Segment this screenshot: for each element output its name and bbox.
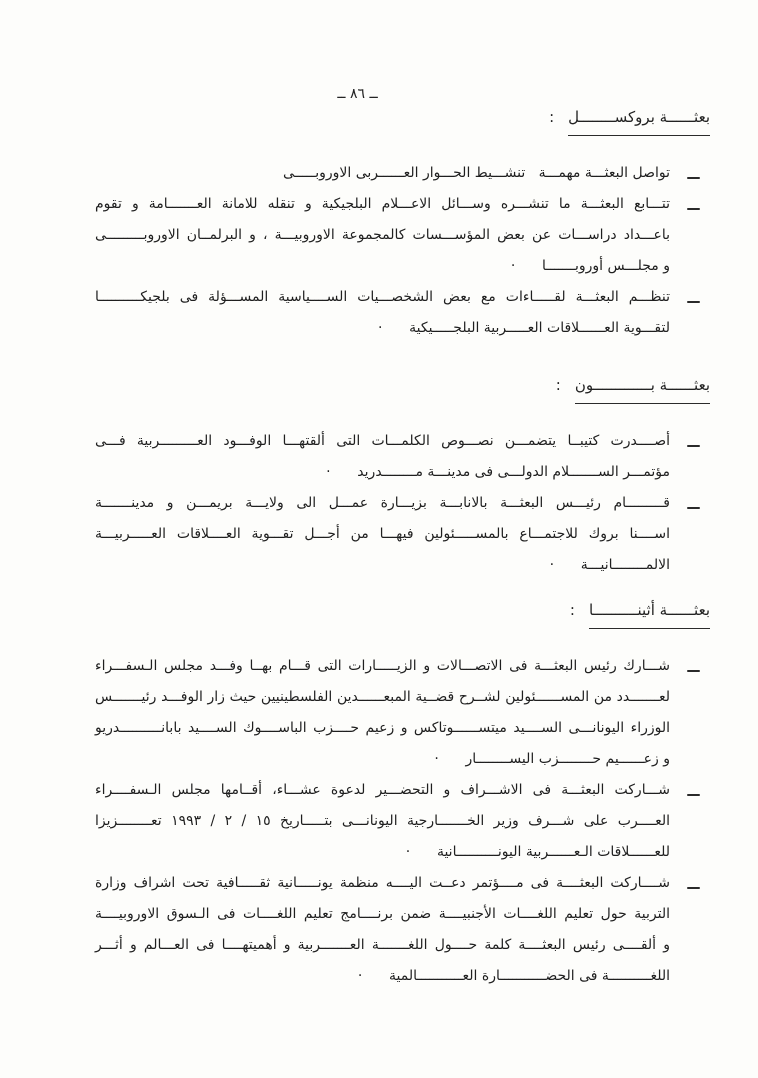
title-colon: : [569, 601, 575, 619]
dash-icon [687, 208, 700, 210]
bullet-item [95, 488, 710, 581]
text-line: مؤتمـــر الســـــــلام الدولـــى فى مدينـــة مــــــــدريد · [326, 464, 670, 480]
text-line: تواصل البعثـــة مهمـــة تنشـــيط الحـــوار العــــــربى الاوروبـــــى [283, 165, 670, 181]
bullet-text [95, 158, 670, 189]
text-line: العــــرب على شـــرف وزير الخـــــــارجية اليونانـــى بتـــــاريخ ١٥ / ٢ / ١٩٩٣ تعــــــــزيزا [95, 813, 670, 829]
text-line: التربية حول تعليم اللغــــات الأجنبيــــة ضمن برنــــامج تعليم اللغــــات فى الـسوق الاوروبيــــة [95, 906, 670, 922]
dash-icon [687, 670, 700, 672]
text-line: الالمــــــــانيـــة · [549, 557, 670, 573]
bullet-item [95, 282, 710, 344]
text-line: قـــــــــام رئيـــس البعثـــة بالانابـــة بزيـــارة عمـــل الى ولايـــة بريمـــن و مدينـــــــة [95, 495, 670, 511]
text-line: باعـــداد دراســـات عن بعض المؤســـسات كالمجموعة الاوروبيـــة ، و البرلمــان الاوروبـــــــــى [95, 227, 670, 243]
bullet-text [95, 189, 670, 282]
title-colon: : [549, 108, 555, 126]
bullet-dash [670, 775, 710, 806]
section-bonn [95, 374, 710, 581]
text-line: تتـــابع البعثـــة ما تنشـــره وســـائل الاعـــلام البلجيكية و تنقله للامانة العـــــــامة و تقوم [95, 196, 670, 212]
text-line: لتقـــوية العــــــلاقات العـــــربية البلجـــــيكية · [377, 320, 670, 336]
bullet-dash [670, 426, 710, 457]
bullet-text [95, 775, 670, 868]
text-line: تنظـــم البعثـــة لقـــــاءات مع بعض الشخصـــيات الســــياسية المســـؤلة فى بلجيكــــــــــا [95, 289, 670, 305]
text-line: لعـــــــدد من المســــــئولين لشــرح قضــية المبعــــــدين الفلسطينيين حيث زار الوفـــد رئيـــــــس [95, 689, 670, 705]
dash-icon [687, 507, 700, 509]
bullet-item [95, 189, 710, 282]
section-title: بعثــــــة بروكســــــــل [568, 106, 710, 136]
bullet-dash [670, 488, 710, 519]
bullet-text [95, 488, 670, 581]
section-brussels [95, 106, 710, 344]
text-line: شـــارك رئيس البعثـــة فى الاتصـــالات و الزيـــــارات التى قـــام بهــا وفـــد مجلس الـسفـــراء [95, 658, 670, 674]
section-title-row [95, 106, 710, 136]
page-number: ــ ٨٦ ــ [337, 86, 378, 102]
bullet-dash [670, 651, 710, 682]
section-title: بعثــــــة أثينــــــــــا [589, 599, 710, 629]
bullet-text [95, 426, 670, 488]
text-line: أصــــدرت كتيبــا يتضمـــن نصـــوص الكلمـــات التى ألقتهـــا الوفـــود العـــــــــربية فـــى [95, 433, 670, 449]
text-line: و زعــــــيم حــــــــزب اليســــــــار · [434, 751, 670, 767]
text-line: الوزراء اليونانـــى الســــيد ميتســــــوتاكس و زعيم حــــزب الباســــوك الســــيد بابانــــــــــدريو [95, 720, 670, 736]
bullet-dash [670, 282, 710, 313]
section-title-row [95, 599, 710, 629]
title-colon: : [555, 376, 561, 394]
bullet-text [95, 651, 670, 775]
bullet-item [95, 868, 710, 992]
bullet-dash [670, 189, 710, 220]
text-line: للعــــــلاقات الـعــــــربية اليونــــــــــانية · [405, 844, 670, 860]
text-line: و ألقــــى رئيس البعثــــة كلمة حــــول اللغـــــــة العـــــــربية و أهميتهــــا فى العـــالم و أثـــر [95, 937, 670, 953]
bullet-text [95, 868, 670, 992]
text-line: اللغــــــــــة فى الحضـــــــــــارة العـــــــــــالمية · [357, 968, 670, 984]
section-title-row [95, 374, 710, 404]
bullet-item [95, 651, 710, 775]
dash-icon [687, 445, 700, 447]
document-content [95, 106, 710, 992]
section-athens [95, 599, 710, 992]
dash-icon [687, 301, 700, 303]
bullet-item [95, 158, 710, 189]
bullet-item [95, 426, 710, 488]
text-line: شــــاركت البعثــــة فى مــــؤتمر دعــت اليــــه منظمة يونـــــانية ثقـــــافية تحت اشراف وزارة [95, 875, 670, 891]
text-line: اســــنا بروك للاجتمـــاع بالمســـــئولين فيهـــا من أجـــل تقـــوية العــــلاقات العـــــربيـــة [95, 526, 670, 542]
bullet-dash [670, 868, 710, 899]
dash-icon [687, 177, 700, 179]
bullet-dash [670, 158, 710, 189]
dash-icon [687, 887, 700, 889]
section-title: بعثــــــة بـــــــــــــون [575, 374, 710, 404]
text-line: و مجلـــس أوروبـــــــا · [510, 258, 670, 274]
dash-icon [687, 794, 700, 796]
bullet-text [95, 282, 670, 344]
text-line: شـــاركت البعثـــة فى الاشـــراف و التحضـــير لدعوة عشـــاء، أقــامها مجلس الـسفــــراء [95, 782, 670, 798]
bullet-item [95, 775, 710, 868]
